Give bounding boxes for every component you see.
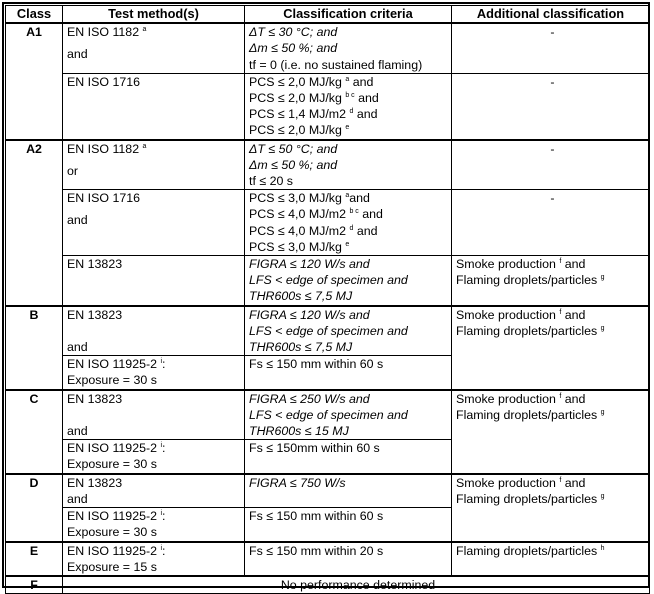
method-label: EN ISO 1716 xyxy=(67,191,141,206)
footnote-mark: a xyxy=(142,142,147,150)
footnote-mark: i xyxy=(160,544,163,552)
footnote-mark: i xyxy=(160,510,163,518)
criteria-line: ΔT ≤ 30 °C; and xyxy=(249,25,338,40)
class-e: E xyxy=(6,542,63,576)
table-row xyxy=(6,23,650,73)
method-label: EN ISO 1716 xyxy=(67,74,141,89)
criteria-line: Fs ≤ 150mm within 60 s xyxy=(249,441,380,456)
connector-text: and xyxy=(67,47,88,62)
class-b: B xyxy=(6,306,63,390)
criteria-line: PCS ≤ 1,4 MJ/m2 xyxy=(249,107,347,122)
criteria-cell xyxy=(245,390,452,440)
method-label: EN ISO 11925-2 xyxy=(67,357,157,372)
criteria-line: LFS < edge of specimen and xyxy=(249,273,408,288)
method-label: EN ISO 1182 xyxy=(67,25,140,40)
additional-label: Flaming droplets/particles xyxy=(456,273,598,288)
additional-cell: - xyxy=(452,73,650,139)
class-c: C xyxy=(6,390,63,474)
header-class: Class xyxy=(6,6,63,24)
additional-label: Smoke production xyxy=(456,307,556,322)
table-row xyxy=(6,390,650,440)
connector-text: and xyxy=(561,475,586,490)
method-cell xyxy=(63,256,245,306)
method-cell xyxy=(63,474,245,508)
footnote-mark: g xyxy=(600,408,605,416)
footnote-mark: b c xyxy=(345,92,355,100)
footnote-mark: f xyxy=(559,392,562,400)
criteria-line: THR600s ≤ 7,5 MJ xyxy=(249,289,353,304)
table-row xyxy=(6,256,650,306)
criteria-cell xyxy=(245,440,452,474)
criteria-line: tf ≤ 20 s xyxy=(249,174,293,189)
footnote-mark: d xyxy=(349,108,354,116)
additional-label: Flaming droplets/particles xyxy=(456,491,598,506)
header-additional: Additional classification xyxy=(452,6,650,24)
additional-cell xyxy=(452,474,650,542)
criteria-cell xyxy=(245,542,452,576)
method-label: EN ISO 11925-2 xyxy=(67,441,157,456)
footnote-mark: b c xyxy=(349,208,359,216)
method-cell xyxy=(63,73,245,139)
classification-table xyxy=(5,5,650,594)
criteria-line: PCS ≤ 2,0 MJ/kg xyxy=(249,123,342,138)
additional-cell xyxy=(452,306,650,390)
criteria-line: FIGRA ≤ 120 W/s and xyxy=(249,307,370,322)
footnote-mark: a xyxy=(345,192,350,200)
method-cell: EN ISO 11925-2 $^i$: Exposure = 30 s xyxy=(63,440,245,474)
additional-cell xyxy=(452,390,650,474)
footnote-mark: h xyxy=(600,544,605,552)
method-label: EN 13823 xyxy=(67,391,123,406)
method-cell: EN ISO 11925-2 $^i$: Exposure = 30 s xyxy=(63,508,245,542)
criteria-cell xyxy=(245,306,452,356)
exposure-text: Exposure = 30 s xyxy=(67,373,157,388)
criteria-cell xyxy=(245,356,452,390)
footnote-mark: a xyxy=(345,75,350,83)
method-cell: EN ISO 11925-2 $^i$: Exposure = 30 s xyxy=(63,356,245,390)
footnote-mark: a xyxy=(142,26,147,34)
class-a1: A1 xyxy=(6,23,63,139)
criteria-line: THR600s ≤ 15 MJ xyxy=(249,424,349,439)
criteria-line: PCS ≤ 2,0 MJ/kg xyxy=(249,74,342,89)
table-row xyxy=(6,474,650,508)
additional-label: Smoke production xyxy=(456,257,556,272)
connector-text: and xyxy=(67,339,88,354)
connector-text: and xyxy=(561,391,586,406)
class-f: F xyxy=(6,576,63,594)
additional-cell xyxy=(452,542,650,576)
footnote-mark: f xyxy=(559,476,562,484)
criteria-cell xyxy=(245,474,452,508)
exposure-text: Exposure = 30 s xyxy=(67,457,157,472)
connector-text: and xyxy=(561,257,586,272)
criteria-cell: PCS ≤ 2,0 MJ/kg $^a$ and PCS ≤ 2,0 MJ/kg $^{b c}$ and PCS ≤ 1,4 MJ/m2 $^d$ and PCS ≤ 2,0 MJ/kg $^e$ xyxy=(245,73,452,139)
criteria-line: PCS ≤ 4,0 MJ/m2 xyxy=(249,207,347,222)
criteria-line: FIGRA ≤ 120 W/s and xyxy=(249,257,370,272)
class-d: D xyxy=(6,474,63,542)
method-label: EN 13823 xyxy=(67,475,123,490)
table-row xyxy=(6,190,650,256)
connector-text: and xyxy=(67,491,88,506)
additional-cell: - xyxy=(452,190,650,256)
table-row xyxy=(6,306,650,356)
method-cell xyxy=(63,390,245,440)
criteria-line: FIGRA ≤ 250 W/s and xyxy=(249,391,370,406)
table-row xyxy=(6,73,650,139)
additional-label: Smoke production xyxy=(456,475,556,490)
method-cell: EN ISO 11925-2 $^i$: Exposure = 15 s xyxy=(63,542,245,576)
criteria-line: tf = 0 (i.e. no sustained flaming) xyxy=(249,57,423,72)
connector-text: or xyxy=(67,163,79,178)
footnote-mark: g xyxy=(600,324,605,332)
criteria-cell xyxy=(245,256,452,306)
criteria-line: FIGRA ≤ 750 W/s xyxy=(249,475,346,490)
criteria-line: PCS ≤ 3,0 MJ/kg xyxy=(249,239,342,254)
footnote-mark: e xyxy=(345,124,350,132)
criteria-cell: PCS ≤ 3,0 MJ/kg $^a$and PCS ≤ 4,0 MJ/m2 $^{b c}$ and PCS ≤ 4,0 MJ/m2 $^d$ and PCS ≤ 3,0 MJ/kg $^e$ xyxy=(245,190,452,256)
footnote-mark: e xyxy=(345,240,350,248)
no-performance-cell: No performance determined xyxy=(63,576,650,594)
method-cell xyxy=(63,23,245,73)
connector-text: and xyxy=(561,307,586,322)
criteria-line: LFS < edge of specimen and xyxy=(249,323,408,338)
method-label: EN ISO 1182 xyxy=(67,141,140,156)
header-row xyxy=(6,6,650,24)
method-cell xyxy=(63,190,245,256)
header-criteria: Classification criteria xyxy=(245,6,452,24)
method-label: EN ISO 11925-2 xyxy=(67,543,157,558)
footnote-mark: i xyxy=(160,442,163,450)
header-test-method: Test method(s) xyxy=(63,6,245,24)
table-row xyxy=(6,140,650,190)
exposure-text: Exposure = 15 s xyxy=(67,559,157,574)
criteria-cell xyxy=(245,23,452,73)
footnote-mark: i xyxy=(160,358,163,366)
connector-text: and xyxy=(67,423,88,438)
criteria-line: PCS ≤ 2,0 MJ/kg xyxy=(249,91,342,106)
criteria-line: PCS ≤ 3,0 MJ/kg xyxy=(249,191,342,206)
criteria-line: Δm ≤ 50 %; and xyxy=(249,157,338,172)
footnote-mark: d xyxy=(349,224,354,232)
additional-label: Flaming droplets/particles xyxy=(456,543,598,558)
criteria-line: Δm ≤ 50 %; and xyxy=(249,41,338,56)
additional-label: Smoke production xyxy=(456,391,556,406)
criteria-line: ΔT ≤ 50 °C; and xyxy=(249,141,338,156)
method-label: EN 13823 xyxy=(67,307,123,322)
additional-cell: - xyxy=(452,140,650,190)
connector-text: and xyxy=(67,213,88,228)
criteria-line: Fs ≤ 150 mm within 60 s xyxy=(249,509,384,524)
table-row xyxy=(6,576,650,594)
class-a2: A2 xyxy=(6,140,63,306)
method-label: EN ISO 11925-2 xyxy=(67,509,157,524)
criteria-line: Fs ≤ 150 mm within 60 s xyxy=(249,357,384,372)
criteria-cell xyxy=(245,508,452,542)
method-cell xyxy=(63,140,245,190)
footnote-mark: f xyxy=(559,308,562,316)
additional-cell xyxy=(452,256,650,306)
footnote-mark: f xyxy=(559,258,562,266)
criteria-line: PCS ≤ 4,0 MJ/m2 xyxy=(249,223,347,238)
additional-label: Flaming droplets/particles xyxy=(456,407,598,422)
criteria-cell xyxy=(245,140,452,190)
additional-cell: - xyxy=(452,23,650,73)
criteria-line: LFS < edge of specimen and xyxy=(249,407,408,422)
footnote-mark: g xyxy=(600,492,605,500)
criteria-line: THR600s ≤ 7,5 MJ xyxy=(249,340,353,355)
additional-label: Flaming droplets/particles xyxy=(456,323,598,338)
exposure-text: Exposure = 30 s xyxy=(67,525,157,540)
table-row xyxy=(6,542,650,576)
method-label: EN 13823 xyxy=(67,257,123,272)
footnote-mark: g xyxy=(600,274,605,282)
method-cell xyxy=(63,306,245,356)
criteria-line: Fs ≤ 150 mm within 20 s xyxy=(249,543,384,558)
